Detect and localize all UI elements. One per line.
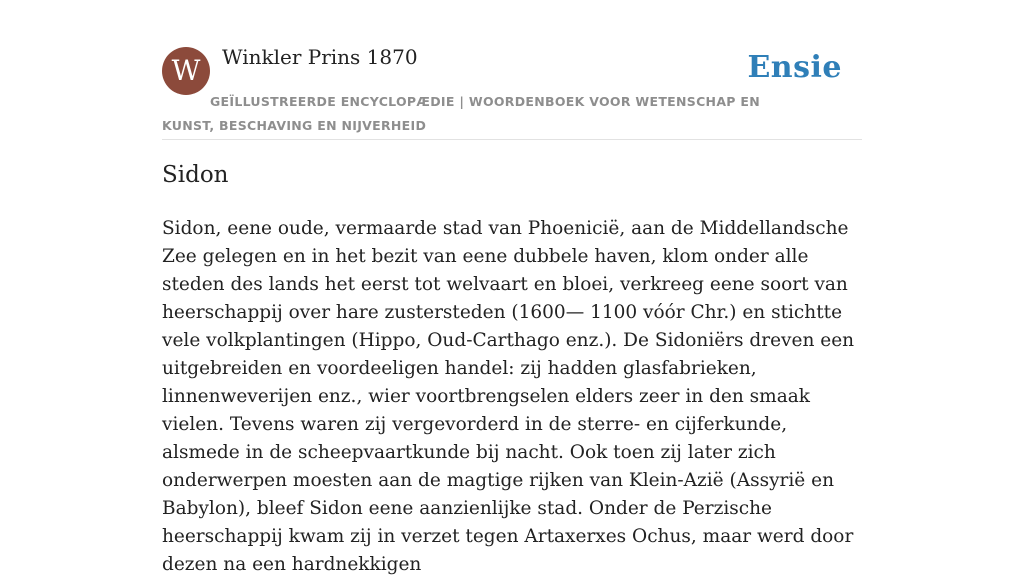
article-body: Sidon, eene oude, vermaarde stad van Phoenicië, aan de Middellandsche Zee gelegen en in het bezit van eene dubbele haven, klom onder alle steden des lands het eerst tot welvaart en bloei, verkreeg eene soort van heerschappij over hare zustersteden (1600— 1100 vóór Chr.) en stichtte vele volkplantingen (Hippo, Oud-Carthago enz.). De Sidoniërs dreven een uitgebreiden en voordeeligen handel: zij hadden glasfabrieken, linnenweverijen enz., wier voortbrengselen elders zeer in den smaak vielen. Tevens waren zij vergevorderd in de sterre- en cijferkunde, alsmede in de scheepvaartkunde bij nacht. Ook toen zij later zich onderwerpen moesten aan de magtige rijken van Klein-Azië (Assyrië en Babylon), bleef Sidon eene aanzienlijke stad. Onder de Perzische heerschappij kwam zij in verzet tegen Artaxerxes Ochus, maar werd door dezen na een hardnekkigen xyxy=(162,218,855,575)
source-avatar[interactable]: W xyxy=(162,47,210,95)
source-title-link[interactable]: Winkler Prins 1870 xyxy=(222,45,418,69)
ensie-logo[interactable]: Ensie xyxy=(747,50,842,85)
header-divider xyxy=(162,139,862,140)
article-title: Sidon xyxy=(162,162,229,188)
source-subtitle: GEÏLLUSTREERDE ENCYCLOPÆDIE | WOORDENBOEK VOOR WETENSCHAP EN KUNST, BESCHAVING EN NIJVERHEID xyxy=(162,94,760,133)
